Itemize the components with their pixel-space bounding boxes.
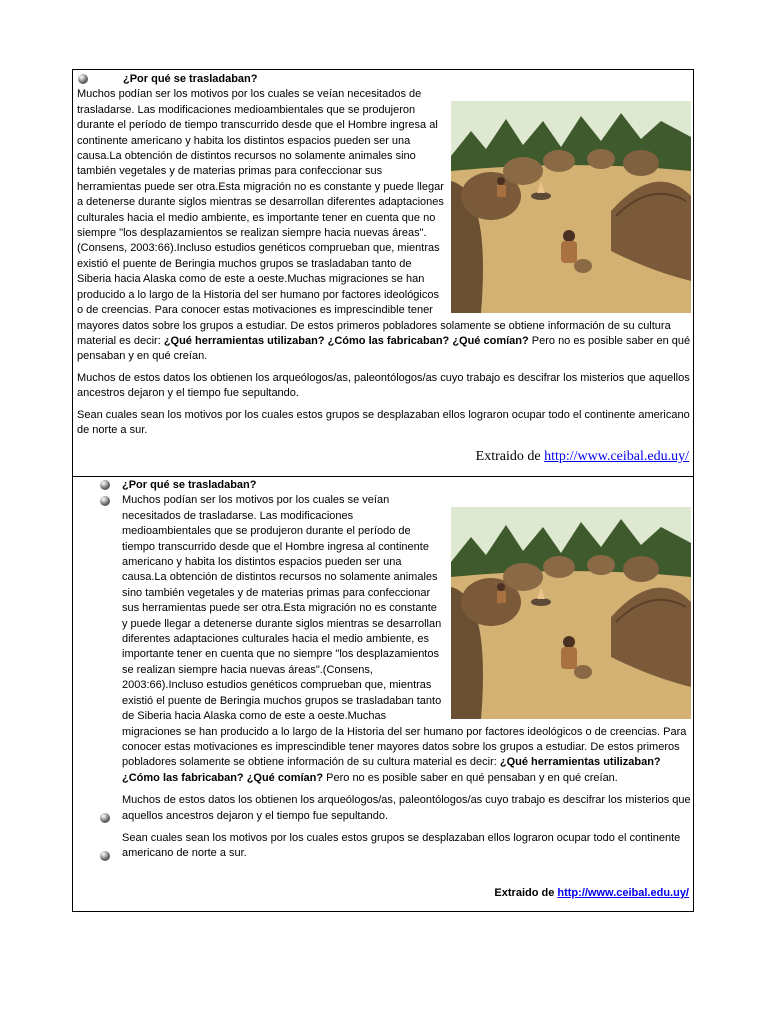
panel-2-paragraph-3: Sean cuales sean los motivos por los cuales estos grupos se desplazaban ellos lograron ocupar todo el continente americano de norte a sur.: [122, 831, 681, 860]
source-link[interactable]: http://www.ceibal.edu.uy/: [557, 887, 689, 899]
document-frame: [72, 69, 694, 912]
panel-2-paragraph-1-end: Pero no es posible saber en qué pensaban y en qué creían.: [323, 771, 618, 784]
prehistoric-camp-illustration: [451, 101, 691, 313]
panel-1-credit: [476, 449, 689, 465]
panel-1-title: ¿Por qué se trasladaban?: [123, 73, 258, 85]
panel-1-questions: ¿Qué herramientas utilizaban? ¿Cómo las fabricaban? ¿Qué comían?: [163, 334, 529, 347]
panel-2: [73, 477, 693, 913]
bullet-icon: [100, 480, 110, 490]
bullet-icon: [100, 851, 110, 861]
panel-1-body: [77, 72, 691, 438]
panel-1: [73, 70, 693, 476]
panel-2-body: [122, 478, 691, 862]
bullet-icon: [100, 813, 110, 823]
panel-1-paragraph-1: Muchos podían ser los motivos por los cuales se veían necesitados de trasladarse. Las modificaciones medioambientales que se produjeron durante el período de tiempo transcurrido desde que el Hombre ingresa al continente americano y habita los distintos espacios pueden ser una causa.La obtención de distintos recursos no solamente animales sino también vegetales y de materias primas para confeccionar sus herramientas puede ser otra.Esta migración no es constante y puede llegar a detenerse durante siglos mientras se desarrollan diferentes adaptaciones culturales hacia el medio ambiente, es importante tener en cuenta que no siempre "los desplazamientos se realizan siempre hacia nuevas áreas".(Consens, 2003:66).Incluso estudios genéticos comprueban que, mientras existió el puente de Beringia muchos grupos se trasladaban tanto de Siberia hacia Alaska como de este a oeste.Muchas migraciones se han producido a lo largo de la Historia del ser humano por factores ideológicos o de creencias. Para conocer estas motivaciones es imprescindible tener mayores datos sobre los grupos a estudiar. De estos primeros pobladores solamente se obtiene información de su cultura material es decir:: [77, 88, 671, 347]
panel-2-questions: ¿Qué herramientas utilizaban? ¿Cómo las fabricaban? ¿Qué comían?: [122, 756, 661, 784]
credit-label: Extraido de: [494, 887, 558, 899]
credit-label: Extraido de: [475, 449, 545, 464]
panel-1-paragraph-1-end: Pero no es posible saber en qué pensaban y en qué creían.: [77, 334, 691, 363]
panel-2-paragraph-1: Muchos podían ser los motivos por los cuales se veían necesitados de trasladarse. Las modificaciones medioambientales que se produjeron durante el período de tiempo transcurrido desde que el Hombre ingresa al continente americano y habita los distintos espacios pueden ser una causa.La obtención de distintos recursos no solamente animales sino también vegetales y de materias primas para confeccionar sus herramientas puede ser otra.Esta migración no es constante y puede llegar a detenerse durante siglos mientras se desarrollan diferentes adaptaciones culturales hacia el medio ambiente, es importante tener en cuenta que no siempre "los desplazamientos se realizan siempre hacia nuevas áreas".(Consens, 2003:66).Incluso estudios genéticos comprueban que, mientras existió el puente de Beringia muchos grupos se trasladaban tanto de Siberia hacia Alaska como de este a oeste.Muchas migraciones se han producido a lo largo de la Historia del ser humano por factores ideológicos o de creencias. Para conocer estas motivaciones es imprescindible tener mayores datos sobre los grupos a estudiar. De estos primeros pobladores solamente se obtiene información de su cultura material es decir:: [122, 494, 687, 769]
source-link[interactable]: http://www.ceibal.edu.uy/: [544, 449, 689, 464]
panel-2-title: ¿Por qué se trasladaban?: [122, 479, 257, 491]
panel-1-paragraph-2: Muchos de estos datos los obtienen los arqueólogos/as, paleontólogos/as cuyo trabajo es descifrar los misterios que aquellos ancestros dejaron y el tiempo fue sepultando.: [77, 371, 690, 400]
panel-1-paragraph-3: Sean cuales sean los motivos por los cuales estos grupos se desplazaban ellos lograron ocupar todo el continente americano de norte a sur.: [77, 408, 690, 436]
bullet-icon: [100, 496, 110, 506]
panel-2-paragraph-2: Muchos de estos datos los obtienen los arqueólogos/as, paleontólogos/as cuyo trabajo es descifrar los misterios que aquellos ancestros dejaron y el tiempo fue sepultando.: [122, 794, 691, 822]
prehistoric-camp-illustration: [451, 507, 691, 719]
panel-2-credit: [494, 887, 689, 899]
